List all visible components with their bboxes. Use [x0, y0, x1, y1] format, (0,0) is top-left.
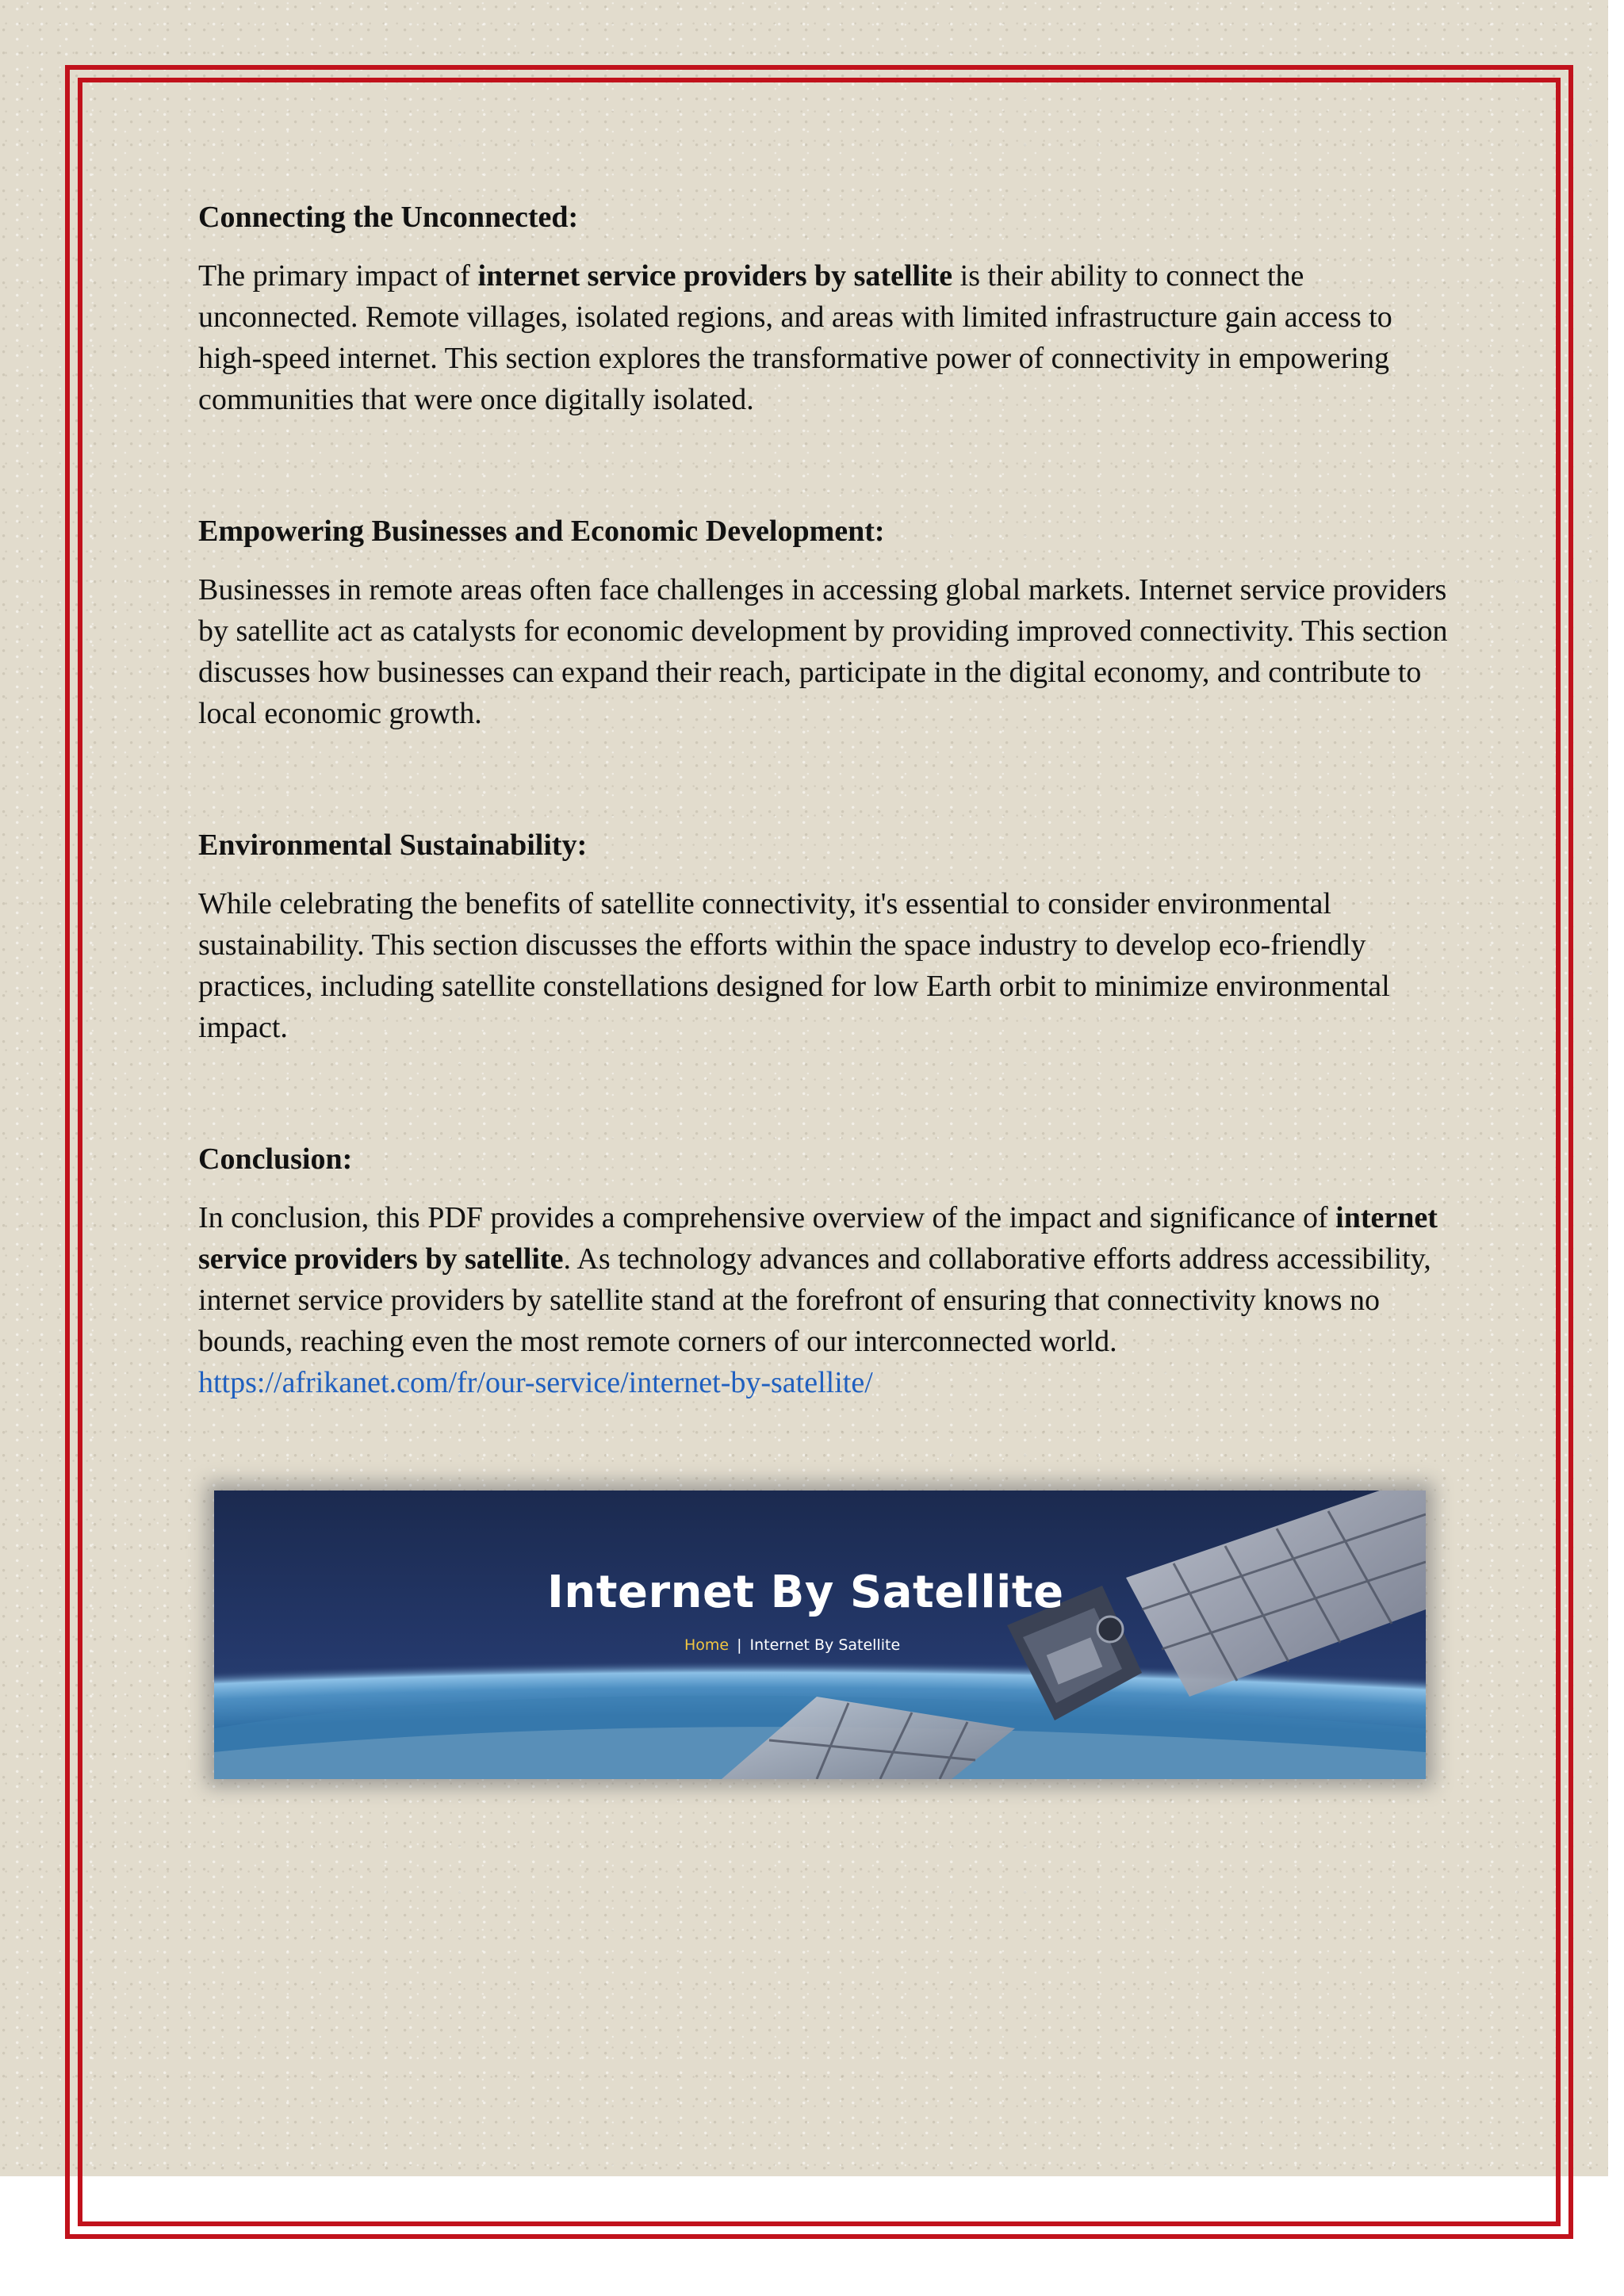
section-paragraph [198, 255, 1451, 420]
section-paragraph: Businesses in remote areas often face challenges in accessing global markets. Internet service providers by satellite act as catalysts for economic development by providing improved connectivity. This section discusses how businesses can expand their reach, participate in the digital economy, and contribute to local economic growth. [198, 573, 1448, 730]
paragraph-text: . As technology advances and collaborative efforts address accessibility, internet service providers by satellite stand at the forefront of ensuring that connectivity knows no bounds, reaching even the most remote corners of our interconnected world. [198, 1242, 1431, 1358]
paragraph-text: In conclusion, this PDF provides a comprehensive overview of the impact and significance of [198, 1201, 1336, 1234]
satellite-banner-image [214, 1490, 1426, 1779]
keyword-bold: internet service providers by satellite [477, 259, 953, 293]
breadcrumb-home: Home [684, 1636, 730, 1654]
section-environmental-sustainability [198, 825, 1451, 1048]
paragraph-text: The primary impact of [198, 259, 478, 293]
banner-title: Internet By Satellite [547, 1567, 1064, 1618]
section-heading: Empowering Businesses and Economic Development: [198, 515, 885, 548]
document-body [198, 197, 1451, 1494]
section-paragraph [198, 1197, 1451, 1403]
section-connecting-unconnected [198, 197, 1451, 420]
breadcrumb-separator: | [737, 1636, 742, 1654]
banner-illustration [214, 1490, 1426, 1779]
section-conclusion [198, 1138, 1451, 1403]
keyword-bold: internet service providers by satellite [198, 1201, 1438, 1276]
section-heading: Conclusion: [198, 1142, 353, 1176]
section-heading: Environmental Sustainability: [198, 828, 588, 862]
paragraph-text: is their ability to connect the unconnected. Remote villages, isolated regions, and areas with limited infrastructure gain access to high-speed internet. This section explores the transformative power of connectivity in empowering communities that were once digitally isolated. [198, 259, 1392, 416]
section-heading: Connecting the Unconnected: [198, 201, 579, 234]
breadcrumb-current: Internet By Satellite [749, 1636, 901, 1654]
source-link[interactable]: https://afrikanet.com/fr/our-service/internet-by-satellite/ [198, 1366, 873, 1399]
breadcrumb [684, 1636, 900, 1654]
section-paragraph: While celebrating the benefits of satellite connectivity, it's essential to consider environmental sustainability. This section discusses the efforts within the space industry to develop eco-friendly practices, including satellite constellations designed for low Earth orbit to minimize environmental impact. [198, 887, 1390, 1044]
section-empowering-businesses [198, 511, 1451, 734]
